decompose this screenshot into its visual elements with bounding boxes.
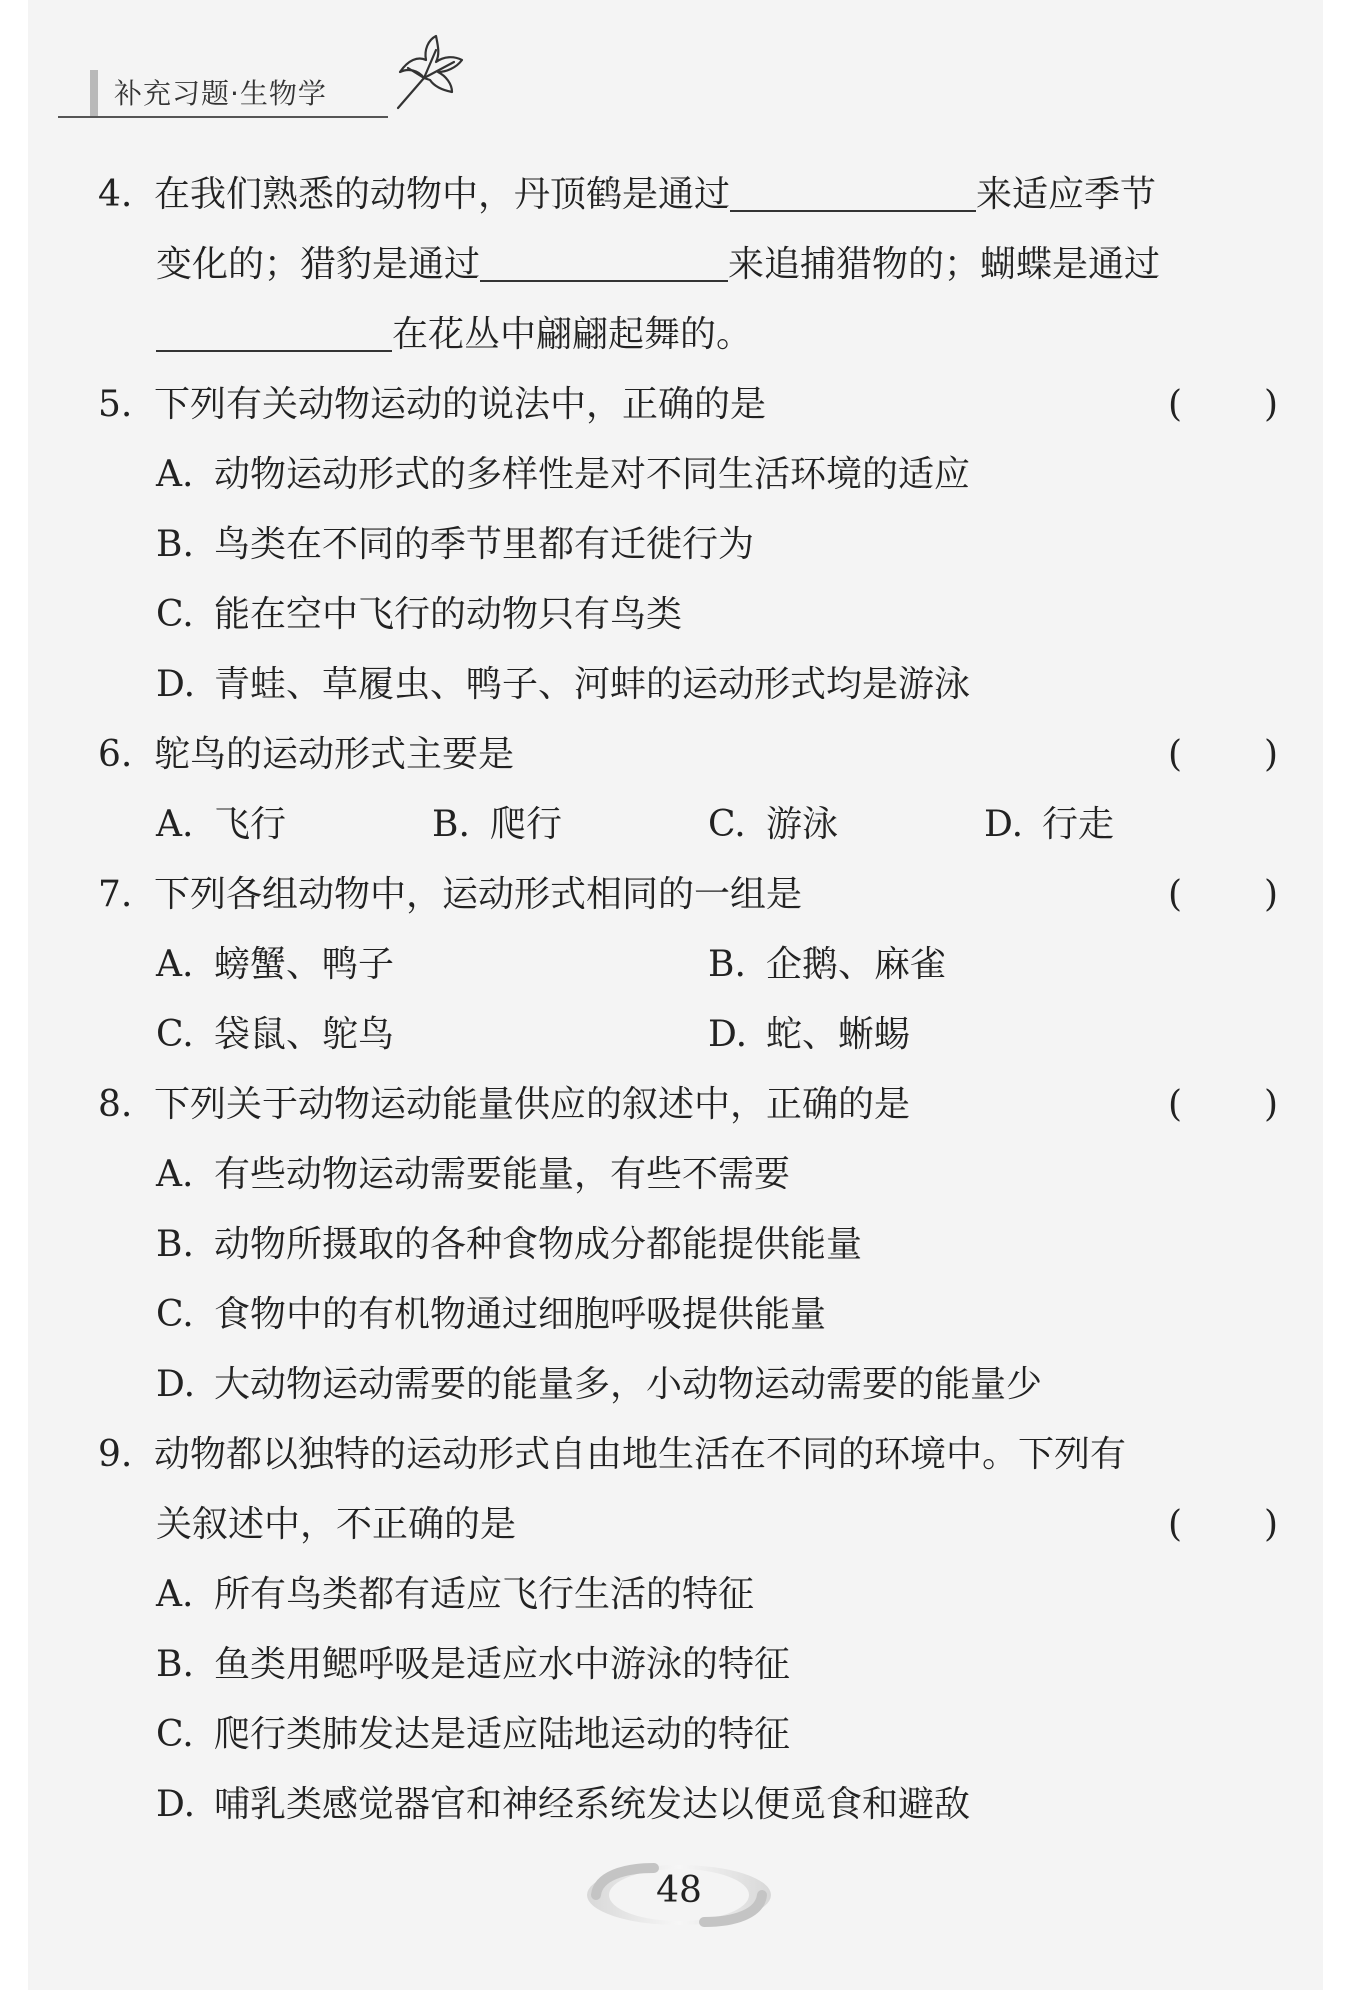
option-row: [98, 440, 1278, 510]
option-text: 能在空中飞行的动物只有鸟类: [214, 594, 683, 635]
paren-open: (: [1168, 734, 1183, 775]
option-row: [98, 650, 1278, 720]
question-9-stem-line-1: [98, 1420, 1278, 1490]
option-key: A.: [156, 1574, 194, 1615]
header-title: 补充习题·生物学: [114, 77, 327, 110]
question-stem: 下列各组动物中，运动形式相同的一组是: [154, 874, 803, 915]
option-key: A.: [156, 1154, 194, 1195]
option-row: [98, 1210, 1278, 1280]
option-text: 爬行: [490, 804, 563, 845]
option-row: [98, 1700, 1278, 1770]
question-list: [98, 160, 1278, 1840]
option-text: 哺乳类感觉器官和神经系统发达以便觅食和避敌: [214, 1784, 971, 1825]
question-number: 8.: [98, 1084, 133, 1125]
option-key: B.: [708, 944, 746, 985]
option-row: [98, 1000, 1278, 1070]
option-key: C.: [156, 1014, 194, 1055]
option-text: 螃蟹、鸭子: [214, 944, 395, 985]
option-key: B.: [432, 804, 470, 845]
question-text: 变化的；猎豹是通过: [156, 244, 481, 285]
option-text: 动物所摄取的各种食物成分都能提供能量: [214, 1224, 863, 1265]
question-4-line-1: [98, 160, 1278, 230]
option-key: D.: [156, 1784, 196, 1825]
option-text: 游泳: [766, 804, 839, 845]
answer-parentheses[interactable]: [1168, 860, 1278, 930]
paren-close: ): [1263, 1504, 1278, 1545]
leaf-icon: [378, 30, 468, 120]
paren-close: ): [1263, 734, 1278, 775]
paren-close: ): [1263, 874, 1278, 915]
question-4-line-2: [98, 230, 1278, 300]
option-row: [98, 1350, 1278, 1420]
question-8-stem: [98, 1070, 1278, 1140]
paren-open: (: [1168, 384, 1183, 425]
option-row: [98, 1630, 1278, 1700]
option-key: D.: [708, 1014, 748, 1055]
option-text: 飞行: [214, 804, 287, 845]
option-row: [98, 1280, 1278, 1350]
question-stem: 下列关于动物运动能量供应的叙述中，正确的是: [154, 1084, 911, 1125]
option-row: [98, 1560, 1278, 1630]
answer-blank[interactable]: [480, 236, 728, 282]
answer-parentheses[interactable]: [1168, 1070, 1278, 1140]
question-stem: 关叙述中，不正确的是: [156, 1504, 517, 1545]
paren-close: ): [1263, 1084, 1278, 1125]
question-text: 来适应季节: [976, 174, 1157, 215]
answer-blank[interactable]: [730, 166, 976, 212]
answer-blank[interactable]: [156, 306, 392, 352]
option-row: [98, 510, 1278, 580]
option-text: 企鹅、麻雀: [766, 944, 947, 985]
option-key: B.: [156, 1644, 194, 1685]
page: [28, 0, 1323, 1990]
option-row: [98, 1140, 1278, 1210]
option-row: [98, 790, 1278, 860]
header-accent-bar: [90, 70, 98, 116]
option-text: 青蛙、草履虫、鸭子、河蚌的运动形式均是游泳: [214, 664, 971, 705]
option-text: 蛇、蜥蜴: [766, 1014, 911, 1055]
option-key: C.: [156, 1294, 194, 1335]
question-number: 5.: [98, 384, 133, 425]
option-key: D.: [156, 1364, 196, 1405]
option-text: 鸟类在不同的季节里都有迁徙行为: [214, 524, 755, 565]
option-key: D.: [984, 804, 1024, 845]
question-stem: 鸵鸟的运动形式主要是: [154, 734, 515, 775]
question-4-line-3: [98, 300, 1278, 370]
question-5-stem: [98, 370, 1278, 440]
option-row: [98, 580, 1278, 650]
question-stem: 动物都以独特的运动形式自由地生活在不同的环境中。下列有: [154, 1434, 1127, 1475]
answer-parentheses[interactable]: [1168, 1490, 1278, 1560]
option-key: B.: [156, 524, 194, 565]
option-text: 袋鼠、鸵鸟: [214, 1014, 395, 1055]
question-number: 9.: [98, 1434, 133, 1475]
option-key: C.: [156, 594, 194, 635]
page-number: 48: [656, 1870, 702, 1911]
question-text: 来追捕猎物的；蝴蝶是通过: [728, 244, 1161, 285]
paren-open: (: [1168, 1084, 1183, 1125]
answer-parentheses[interactable]: [1168, 370, 1278, 440]
header-rule: [58, 116, 388, 118]
question-7-stem: [98, 860, 1278, 930]
question-number: 6.: [98, 734, 133, 775]
running-header: [58, 62, 498, 122]
answer-parentheses[interactable]: [1168, 720, 1278, 790]
option-text: 食物中的有机物通过细胞呼吸提供能量: [214, 1294, 827, 1335]
paren-open: (: [1168, 1504, 1183, 1545]
option-text: 有些动物运动需要能量，有些不需要: [214, 1154, 791, 1195]
option-text: 所有鸟类都有适应飞行生活的特征: [214, 1574, 755, 1615]
question-number: 7.: [98, 874, 133, 915]
question-number: 4.: [98, 174, 133, 215]
option-key: D.: [156, 664, 196, 705]
option-text: 行走: [1042, 804, 1115, 845]
option-text: 动物运动形式的多样性是对不同生活环境的适应: [214, 454, 971, 495]
option-key: C.: [156, 1714, 194, 1755]
option-row: [98, 930, 1278, 1000]
page-number-badge: [584, 1862, 774, 1928]
option-key: C.: [708, 804, 746, 845]
option-key: A.: [156, 944, 194, 985]
option-key: B.: [156, 1224, 194, 1265]
paren-close: ): [1263, 384, 1278, 425]
option-row: [98, 1770, 1278, 1840]
question-stem: 下列有关动物运动的说法中，正确的是: [154, 384, 767, 425]
paren-open: (: [1168, 874, 1183, 915]
option-key: A.: [156, 454, 194, 495]
question-text: 在我们熟悉的动物中，丹顶鹤是通过: [154, 174, 731, 215]
question-9-stem-line-2: [98, 1490, 1278, 1560]
question-text: 在花丛中翩翩起舞的。: [392, 314, 753, 355]
option-text: 爬行类肺发达是适应陆地运动的特征: [214, 1714, 791, 1755]
option-text: 鱼类用鳃呼吸是适应水中游泳的特征: [214, 1644, 791, 1685]
question-6-stem: [98, 720, 1278, 790]
option-text: 大动物运动需要的能量多，小动物运动需要的能量少: [214, 1364, 1043, 1405]
option-key: A.: [156, 804, 194, 845]
